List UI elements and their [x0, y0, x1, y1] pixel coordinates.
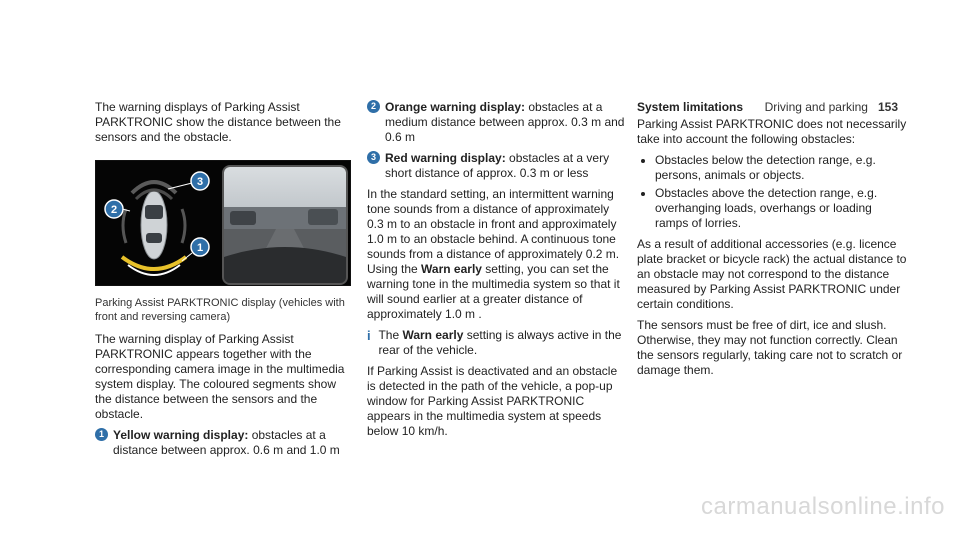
watermark: carmanualsonline.info — [701, 493, 945, 520]
list-item-red — [367, 151, 625, 181]
item-text: obstacles at a medium distance between approx. 0.3 m and 0.6 m — [385, 100, 625, 144]
info-icon: i — [367, 328, 371, 343]
number-badge: 2 — [367, 100, 380, 113]
list-item: • Obstacles below the detection range, e.g. persons, animals or objects. — [655, 153, 907, 183]
warning-tone-paragraph: In the standard setting, an intermittent warning tone sounds from a distance of approximately 0.3 m to an obstacle in front and approximately 1.0 m to an obstacle behind. A continuous tone sounds from a distance of approximately 0.2 m. Using the Warn early setting, you can set the warning tone in the multimedia system so that it will sound earlier at a greater distance of approximately 1.0 m . — [367, 187, 620, 321]
number-badge: 1 — [95, 428, 108, 441]
item-label: Yellow warning display: — [113, 428, 249, 442]
list-item: • Obstacles above the detection range, e.g. overhanging loads, overhangs or loading ramps of lorries. — [655, 186, 907, 231]
item-label: Red warning display: — [385, 151, 506, 165]
accessories-paragraph: As a result of additional accessories (e.g. licence plate bracket or bicycle rack) the actual distance to an obstacle may not correspond to the distance measured by Parking Assist PARKTRONIC under certain conditions. — [637, 237, 907, 311]
section-heading: System limitations — [637, 100, 744, 114]
limitations-list — [637, 153, 907, 231]
cleaning-paragraph: The sensors must be free of dirt, ice and slush. Otherwise, they may not function correctly. Clean the sensors regularly, taking care not to scratch or damage them. — [637, 318, 903, 377]
list-item-yellow — [95, 428, 355, 458]
setting-name: Warn early — [421, 262, 482, 276]
rear-camera-view — [224, 167, 346, 283]
svg-text:1: 1 — [196, 242, 204, 254]
item-label: Orange warning display: — [385, 100, 526, 114]
item-text: obstacles at a very short distance of approx. 0.3 m or less — [385, 151, 610, 180]
column-1 — [95, 100, 355, 464]
svg-text:2: 2 — [110, 204, 118, 216]
display-paragraph: The warning display of Parking Assist PARKTRONIC appears together with the corresponding camera image in the multimedia system display. The coloured segments show the distance between the sensors and the obstacle. — [95, 332, 345, 421]
column-2 — [367, 100, 625, 445]
svg-text:3: 3 — [196, 176, 204, 188]
popup-paragraph: If Parking Assist is deactivated and an obstacle is detected in the path of the vehicle, a pop-up window for Parking Assist PARKTRONIC appears in the multimedia system at speeds below 10 km/h. — [367, 364, 618, 438]
figure-caption: Parking Assist PARKTRONIC display (vehicles with front and reversing camera) — [95, 297, 345, 323]
parktronic-figure — [95, 160, 351, 286]
car-top-view — [141, 191, 167, 259]
number-badge: 3 — [367, 151, 380, 164]
page-number: 153 — [877, 100, 898, 114]
camera-image — [222, 165, 348, 285]
setting-name: Warn early — [402, 328, 464, 342]
list-item-orange — [367, 100, 625, 145]
info-note: i The Warn early setting is always active in the rear of the vehicle. — [367, 328, 622, 357]
section-title: Driving and parking — [764, 100, 868, 114]
item-text: obstacles at a distance between approx. 0.6 m and 1.0 m — [113, 428, 340, 457]
limitations-intro: Parking Assist PARKTRONIC does not necessarily take into account the following obstacles: — [637, 117, 907, 146]
column-3 — [637, 100, 907, 384]
intro-paragraph: The warning displays of Parking Assist PARKTRONIC show the distance between the sensors and the obstacle. — [95, 100, 341, 144]
